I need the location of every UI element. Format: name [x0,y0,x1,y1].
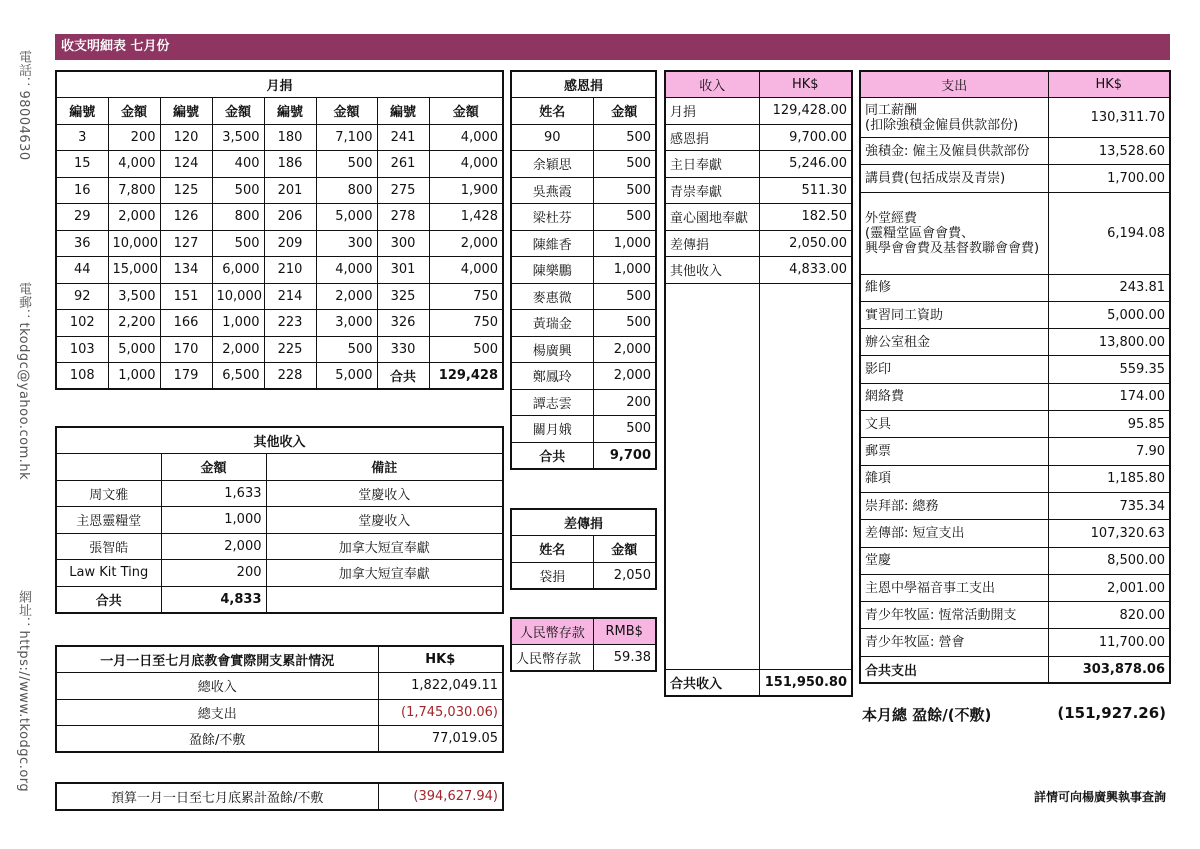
table-cell: 223 [264,310,316,337]
table-cell: 750 [429,283,503,310]
table-cell: 堂慶收入 [266,507,503,534]
table-cell: 3 [56,124,108,151]
table-row [860,98,1170,138]
table-row [511,257,656,284]
table-cell: 陳樂鵬 [511,257,593,284]
table-cell: 166 [160,310,212,337]
table-cell: 325 [377,283,429,310]
table-cell: 文具 [860,411,1048,438]
table-cell: 加拿大短宣奉獻 [266,560,503,587]
table-cell: 月捐 [665,98,759,125]
table-cell: 10,000 [212,283,264,310]
table-cell: 180 [264,124,316,151]
table-cell: 3,000 [316,310,377,337]
cumulative-row: 總收入 1,822,049.11 [56,673,503,700]
table-cell: 童心園地奉獻 [665,204,759,231]
table-cell: 1,185.80 [1048,465,1170,492]
table-row [511,151,656,178]
table-row [860,138,1170,165]
table-row [56,230,503,257]
table-cell: 1,700.00 [1048,165,1170,192]
mission-title: 差傳捐 [511,509,656,536]
table-cell: 實習同工資助 [860,301,1048,328]
table-cell: 感恩捐 [665,124,759,151]
expense-table [859,70,1171,684]
table-cell: 鄭鳳玲 [511,363,593,390]
expense-header-row: 支出 HK$ [860,71,1170,98]
sidebar-email: 電郵：tkodgc@yahoo.com.hk [16,282,31,481]
rmb-table [510,617,657,672]
table-row [56,480,503,507]
table-row [860,574,1170,601]
table-row [860,547,1170,574]
table-cell: 500 [593,124,656,151]
table-cell: 228 [264,363,316,390]
table-row [665,257,852,284]
cumulative-row: 總支出 (1,745,030.06) [56,699,503,726]
table-cell: 174.00 [1048,383,1170,410]
table-cell: 1,000 [593,257,656,284]
table-row [860,520,1170,547]
table-cell: 1,000 [108,363,160,390]
table-row [56,533,503,560]
table-cell: 179 [160,363,212,390]
table-row [56,204,503,231]
table-cell: 500 [316,336,377,363]
table-cell: 3,500 [108,283,160,310]
table-cell: 500 [593,310,656,337]
table-cell: 44 [56,257,108,284]
table-cell: 加拿大短宣奉獻 [266,533,503,560]
table-cell: 124 [160,151,212,178]
table-cell: 青少年牧區: 營會 [860,629,1048,656]
footer-note: 詳情可向楊廣興執事查詢 [1033,790,1166,804]
table-cell: 29 [56,204,108,231]
table-cell: 其他收入 [665,257,759,284]
table-cell: 125 [160,177,212,204]
table-cell: 126 [160,204,212,231]
table-cell: 400 [212,151,264,178]
table-cell: 陳維香 [511,230,593,257]
table-cell: 820.00 [1048,602,1170,629]
table-cell: 225 [264,336,316,363]
table-cell: 黃瑞金 [511,310,593,337]
table-cell: 1,428 [429,204,503,231]
table-cell: 5,000.00 [1048,301,1170,328]
table-row [56,363,503,390]
table-cell: 7,100 [316,124,377,151]
table-cell: 主日奉獻 [665,151,759,178]
table-cell: 辦公室租金 [860,329,1048,356]
table-cell: 2,000 [161,533,266,560]
table-row [56,151,503,178]
table-cell: 500 [212,230,264,257]
table-cell: 129,428 [429,363,503,390]
table-cell: 209 [264,230,316,257]
table-cell: 2,000 [429,230,503,257]
table-row [511,336,656,363]
table-cell: 330 [377,336,429,363]
table-cell: 261 [377,151,429,178]
income-total-row: 合共收入 151,950.80 [665,669,852,696]
rmb-row: 人民幣存款 59.38 [511,645,656,672]
table-row [860,411,1170,438]
table-cell: 差傳部: 短宣支出 [860,520,1048,547]
table-cell: 2,000 [108,204,160,231]
table-cell: 130,311.70 [1048,98,1170,138]
table-cell: 301 [377,257,429,284]
table-row [511,177,656,204]
table-row [860,301,1170,328]
table-cell: 800 [316,177,377,204]
table-row [665,98,852,125]
income-table [664,70,853,697]
table-row [860,383,1170,410]
table-cell: 楊廣興 [511,336,593,363]
table-cell: 102 [56,310,108,337]
table-row [511,283,656,310]
table-cell: 余穎思 [511,151,593,178]
table-cell: 108 [56,363,108,390]
table-cell: 11,700.00 [1048,629,1170,656]
table-cell: 同工薪酬 (扣除強積金僱員供款部份) [860,98,1048,138]
table-cell: 120 [160,124,212,151]
table-cell: 103 [56,336,108,363]
month-summary-value: (151,927.26) [1057,704,1166,722]
table-cell: 214 [264,283,316,310]
table-cell: 16 [56,177,108,204]
table-cell: 559.35 [1048,356,1170,383]
table-cell: 511.30 [759,177,852,204]
page-title: 收支明細表 七月份 [55,34,1170,60]
other-income-table [55,426,504,614]
table-cell: 90 [511,124,593,151]
table-cell: 堂慶 [860,547,1048,574]
table-cell: 200 [161,560,266,587]
budget-label: 預算一月一日至七月底累計盈餘/不敷 [56,783,378,810]
table-cell: 2,200 [108,310,160,337]
table-cell: 15 [56,151,108,178]
table-cell: 200 [593,389,656,416]
table-row [56,177,503,204]
table-cell: 差傳捐 [665,230,759,257]
monthly-title: 月捐 [56,71,503,98]
sidebar-phone: 電話：98004630 [16,50,31,161]
table-cell: 326 [377,310,429,337]
table-row [56,336,503,363]
table-cell: 4,000 [429,124,503,151]
table-cell: 500 [593,416,656,443]
table-row [511,230,656,257]
table-cell: 5,000 [316,204,377,231]
table-row [860,356,1170,383]
table-cell: 95.85 [1048,411,1170,438]
table-cell: 10,000 [108,230,160,257]
table-cell: 5,246.00 [759,151,852,178]
table-cell: 6,194.08 [1048,192,1170,274]
table-cell: 13,528.60 [1048,138,1170,165]
table-cell: 107,320.63 [1048,520,1170,547]
budget-value: (394,627.94) [378,783,503,810]
table-cell: 1,633 [161,480,266,507]
table-cell: 500 [593,204,656,231]
table-cell: 1,000 [161,507,266,534]
table-cell: 主恩靈糧堂 [56,507,161,534]
table-row [511,124,656,151]
thanksgiving-header-row: 姓名 金額 [511,98,656,125]
table-row [56,257,503,284]
table-cell: 243.81 [1048,274,1170,301]
table-cell: 青崇奉獻 [665,177,759,204]
expense-total-row: 合共支出 303,878.06 [860,656,1170,683]
table-row [860,465,1170,492]
rmb-header-row: 人民幣存款 RMB$ [511,618,656,645]
table-cell: 雜項 [860,465,1048,492]
table-cell: 梁杜芬 [511,204,593,231]
thanksgiving-total-row: 合共 9,700 [511,442,656,469]
table-cell: 129,428.00 [759,98,852,125]
table-row [511,310,656,337]
table-cell: 主恩中學福音事工支出 [860,574,1048,601]
table-cell: 800 [212,204,264,231]
table-row [860,274,1170,301]
table-row [511,416,656,443]
income-spacer-row [665,283,852,669]
table-row [56,560,503,587]
table-cell: 關月娥 [511,416,593,443]
table-cell: 134 [160,257,212,284]
table-row [56,124,503,151]
table-cell: 張智皓 [56,533,161,560]
table-cell: 182.50 [759,204,852,231]
budget-table [55,782,504,811]
table-cell: 1,000 [593,230,656,257]
cumulative-header-row: 一月一日至七月底教會實際開支累計情況 HK$ [56,646,503,673]
table-cell: 4,000 [108,151,160,178]
table-cell: 9,700.00 [759,124,852,151]
table-cell: 170 [160,336,212,363]
mission-table [510,508,657,590]
table-cell: 合共 [377,363,429,390]
table-cell: 維修 [860,274,1048,301]
cumulative-table [55,645,504,753]
sidebar-website: 網址：https://www.tkodgc.org [16,590,31,793]
table-row [860,329,1170,356]
table-cell: 強積金: 僱主及僱員供款部份 [860,138,1048,165]
table-cell: 2,000 [593,336,656,363]
table-cell: 200 [108,124,160,151]
table-row [56,283,503,310]
table-cell: 譚志雲 [511,389,593,416]
table-cell: 300 [377,230,429,257]
table-cell: 6,500 [212,363,264,390]
table-cell: 堂慶收入 [266,480,503,507]
table-row [56,310,503,337]
table-cell: 2,001.00 [1048,574,1170,601]
other-income-total-row: 合共 4,833 [56,586,503,613]
table-cell: 2,000 [593,363,656,390]
table-row [860,165,1170,192]
table-cell: 講員費(包括成崇及青崇) [860,165,1048,192]
thanksgiving-title: 感恩捐 [511,71,656,98]
table-row [56,507,503,534]
table-cell: 13,800.00 [1048,329,1170,356]
table-row [665,230,852,257]
income-header-row: 收入 HK$ [665,71,852,98]
table-row [665,151,852,178]
table-cell: 崇拜部: 總務 [860,492,1048,519]
table-cell: 7,800 [108,177,160,204]
table-cell: 影印 [860,356,1048,383]
table-cell: 300 [316,230,377,257]
table-cell: Law Kit Ting [56,560,161,587]
mission-row: 袋捐 2,050 [511,562,656,589]
table-cell: 500 [429,336,503,363]
table-cell: 5,000 [316,363,377,390]
table-cell: 500 [212,177,264,204]
table-row [860,629,1170,656]
table-cell: 206 [264,204,316,231]
table-row [511,204,656,231]
table-cell: 2,050.00 [759,230,852,257]
table-cell: 周文雅 [56,480,161,507]
table-row [511,363,656,390]
table-cell: 郵票 [860,438,1048,465]
other-income-title: 其他收入 [56,427,503,454]
table-cell: 750 [429,310,503,337]
table-cell: 500 [593,283,656,310]
table-row [665,204,852,231]
other-income-header-row: 金額 備註 [56,454,503,481]
table-row [860,602,1170,629]
table-cell: 186 [264,151,316,178]
table-cell: 201 [264,177,316,204]
table-cell: 青少年牧區: 恆常活動開支 [860,602,1048,629]
table-cell: 500 [593,151,656,178]
table-row [665,124,852,151]
table-cell: 2,000 [316,283,377,310]
table-cell: 1,000 [212,310,264,337]
table-cell: 3,500 [212,124,264,151]
table-cell: 735.34 [1048,492,1170,519]
table-cell: 500 [593,177,656,204]
table-cell: 6,000 [212,257,264,284]
table-cell: 15,000 [108,257,160,284]
table-cell: 4,000 [316,257,377,284]
table-cell: 210 [264,257,316,284]
table-cell: 127 [160,230,212,257]
table-cell: 8,500.00 [1048,547,1170,574]
table-row [665,177,852,204]
table-cell: 275 [377,177,429,204]
table-cell: 吳燕霞 [511,177,593,204]
table-cell: 241 [377,124,429,151]
table-cell: 92 [56,283,108,310]
table-cell: 36 [56,230,108,257]
table-cell: 4,833.00 [759,257,852,284]
table-row [860,438,1170,465]
table-row [860,492,1170,519]
thanksgiving-table [510,70,657,470]
table-cell: 外堂經費 (靈糧堂區會會費、 興學會會費及基督教聯會會費) [860,192,1048,274]
table-cell: 151 [160,283,212,310]
table-cell: 7.90 [1048,438,1170,465]
table-cell: 4,000 [429,257,503,284]
cumulative-row: 盈餘/不敷 77,019.05 [56,726,503,753]
monthly-donation-table [55,70,504,390]
table-cell: 麥惠微 [511,283,593,310]
table-cell: 500 [316,151,377,178]
table-cell: 網絡費 [860,383,1048,410]
table-row [860,192,1170,274]
mission-header-row: 姓名 金額 [511,536,656,563]
table-row [511,389,656,416]
table-cell: 278 [377,204,429,231]
table-cell: 2,000 [212,336,264,363]
month-summary-label: 本月總 盈餘/(不敷) [862,706,992,724]
table-cell: 1,900 [429,177,503,204]
table-cell: 4,000 [429,151,503,178]
table-cell: 5,000 [108,336,160,363]
monthly-header-row: 編號 金額 編號 金額 編號 金額 編號 金額 [56,98,503,125]
